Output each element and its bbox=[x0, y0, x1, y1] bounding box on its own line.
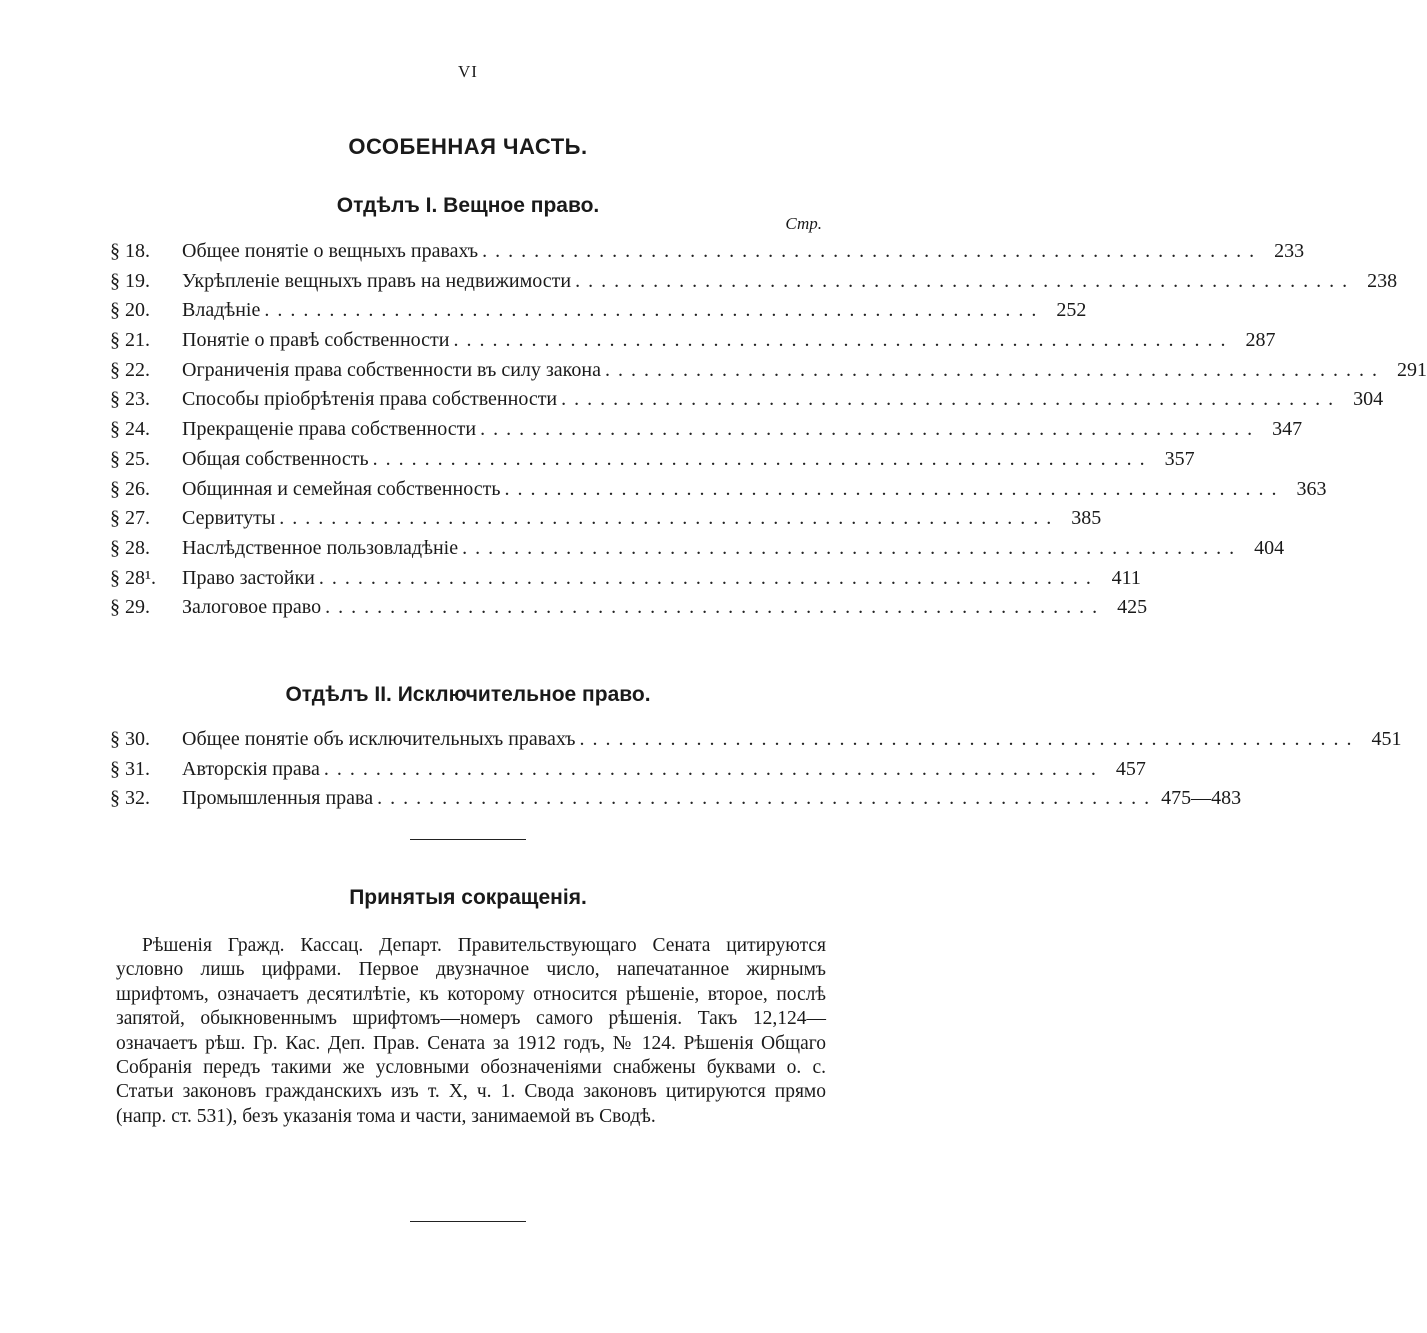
toc-entry bbox=[110, 787, 1242, 817]
toc-entry-page: 457 bbox=[1115, 757, 1146, 780]
dot-leader: ............................................................ bbox=[579, 728, 1360, 750]
toc-entry-number: § 28. bbox=[110, 536, 150, 559]
toc-entry-title: Прекращеніе права собственности bbox=[182, 418, 477, 441]
toc-entry-title: Понятіе о правѣ собственности bbox=[182, 329, 450, 352]
toc-entry-page: 363 bbox=[1296, 477, 1327, 500]
dot-leader: ............................................................ bbox=[480, 418, 1261, 441]
toc-entry-page: 291 bbox=[1396, 358, 1427, 381]
toc-entry-title: Ограниченія права собственности въ силу закона bbox=[182, 358, 601, 381]
dot-leader: ............................................................ bbox=[604, 358, 1385, 381]
toc-entry-number: § 19. bbox=[110, 269, 150, 292]
toc-entry-page: 233 bbox=[1274, 240, 1305, 262]
toc-entry-page: 287 bbox=[1245, 329, 1276, 352]
toc-entry-title: Сервитуты bbox=[182, 507, 276, 530]
dot-leader: ............................................................ bbox=[561, 388, 1342, 411]
section-title: Отдѣлъ II. Исключительное право. bbox=[285, 683, 651, 706]
toc-entry-title: Право застойки bbox=[182, 566, 315, 589]
page-number: VI bbox=[458, 62, 478, 81]
toc-entry-number: § 30. bbox=[110, 728, 150, 750]
toc-entry-page: 357 bbox=[1164, 447, 1195, 470]
toc-entry-page: 385 bbox=[1071, 507, 1102, 530]
toc-entry bbox=[110, 269, 1398, 300]
part-title: ОСОБЕННАЯ ЧАСТЬ. bbox=[348, 134, 588, 159]
toc-entry-page: 451 bbox=[1371, 728, 1402, 750]
toc-entry bbox=[110, 507, 1102, 537]
toc-entry-title: Авторскія права bbox=[182, 757, 320, 780]
toc-entry-page: 304 bbox=[1353, 388, 1384, 411]
dot-leader: ............................................................ bbox=[453, 329, 1234, 352]
toc-entry bbox=[110, 536, 1285, 567]
dot-leader: ............................................................ bbox=[279, 507, 1060, 530]
toc-entry-number: § 20. bbox=[110, 299, 150, 322]
toc-entry-title: Владѣніе bbox=[182, 299, 261, 322]
toc-entry-title: Общинная и семейная собственность bbox=[182, 477, 501, 500]
toc-entry bbox=[110, 757, 1146, 788]
divider-rule bbox=[410, 839, 526, 840]
section-title: Отдѣлъ I. Вещное право. bbox=[336, 194, 600, 217]
toc-entry-title: Общее понятіе о вещныхъ правахъ bbox=[182, 240, 479, 262]
toc-entry-number: § 27. bbox=[110, 507, 150, 530]
dot-leader: ............................................................ bbox=[482, 240, 1263, 262]
toc-entry-page: 475—483 bbox=[1161, 787, 1242, 810]
toc-entry-title: Укрѣпленіе вещныхъ правъ на недвижимости bbox=[182, 269, 572, 292]
abbreviations-title: Принятыя сокращенія. bbox=[349, 886, 587, 909]
dot-leader: ............................................................ bbox=[377, 787, 1158, 810]
toc-entry-page: 238 bbox=[1367, 269, 1398, 292]
toc-entry-number: § 26. bbox=[110, 477, 150, 500]
toc-entry-number: § 28¹. bbox=[110, 566, 156, 589]
abbreviations-text: Рѣшенія Гражд. Кассац. Департ. Правительствующаго Сената цитируются условно лишь цифрами. Первое двузначное число, напечатанное жирнымъ шрифтомъ, означаетъ десятилѣтіе, къ которому относится рѣшеніе, второе, послѣ запятой, обыкновеннымъ шрифтомъ—номеръ самого рѣшенія. Такъ 12,124—означаетъ рѣш. Гр. Кас. Деп. Прав. Сената за 1912 годъ, № 124. Рѣшенія Общаго Собранія передъ такими же условными обозначеніями снабжены буквами о. с. Статьи законовъ гражданскихъ изъ т. X, ч. 1. Свода законовъ цитируются прямо (напр. ст. 531), безъ указанія тома и части, занимаемой въ Сводѣ. bbox=[116, 935, 826, 1127]
toc-entry-page: 411 bbox=[1111, 566, 1141, 589]
dot-leader: ............................................................ bbox=[462, 536, 1243, 559]
toc-entry bbox=[110, 358, 1427, 389]
toc-entry-number: § 18. bbox=[110, 240, 150, 262]
dot-leader: ............................................................ bbox=[504, 477, 1285, 500]
toc-entry bbox=[110, 596, 1148, 626]
divider-rule bbox=[410, 1221, 526, 1222]
toc-entry-number: § 29. bbox=[110, 596, 150, 619]
toc-entry bbox=[110, 728, 1402, 758]
toc-entry-page: 347 bbox=[1272, 418, 1303, 441]
toc-entry bbox=[110, 418, 1303, 448]
toc-entry-number: § 25. bbox=[110, 447, 150, 470]
dot-leader: ............................................................ bbox=[318, 566, 1099, 589]
dot-leader: ............................................................ bbox=[323, 757, 1104, 780]
toc-entry-number: § 24. bbox=[110, 418, 150, 441]
toc-entry-number: § 22. bbox=[110, 358, 150, 381]
toc-entry-page: 252 bbox=[1056, 299, 1087, 322]
toc-entry bbox=[110, 388, 1384, 418]
toc-entry-number: § 23. bbox=[110, 388, 150, 411]
toc-entry-title: Промышленныя права bbox=[182, 787, 374, 810]
dot-leader: ............................................................ bbox=[575, 269, 1356, 292]
toc-entry-page: 404 bbox=[1254, 536, 1285, 559]
toc-entry-number: § 32. bbox=[110, 787, 150, 810]
toc-entry-page: 425 bbox=[1117, 596, 1148, 619]
page-column-header: Стр. bbox=[785, 214, 822, 233]
dot-leader: ............................................................ bbox=[264, 299, 1045, 322]
toc-entry bbox=[110, 329, 1276, 359]
toc-entry-title: Общее понятіе объ исключительныхъ правахъ bbox=[182, 728, 576, 750]
toc-entry bbox=[110, 299, 1087, 329]
toc-entry bbox=[110, 477, 1327, 508]
toc-section-1 bbox=[110, 240, 1427, 626]
toc-entry bbox=[110, 566, 1141, 597]
dot-leader: ............................................................ bbox=[325, 596, 1106, 619]
toc-entry bbox=[110, 240, 1305, 270]
toc-entry bbox=[110, 447, 1195, 478]
toc-entry-number: § 31. bbox=[110, 757, 150, 780]
toc-entry-number: § 21. bbox=[110, 329, 150, 352]
toc-section-2 bbox=[110, 728, 1402, 817]
dot-leader: ............................................................ bbox=[372, 447, 1153, 470]
toc-entry-title: Залоговое право bbox=[182, 596, 322, 619]
toc-entry-title: Способы пріобрѣтенія права собственности bbox=[182, 388, 558, 411]
toc-entry-title: Наслѣдственное пользовладѣніе bbox=[182, 536, 459, 559]
toc-entry-title: Общая собственность bbox=[182, 447, 369, 470]
